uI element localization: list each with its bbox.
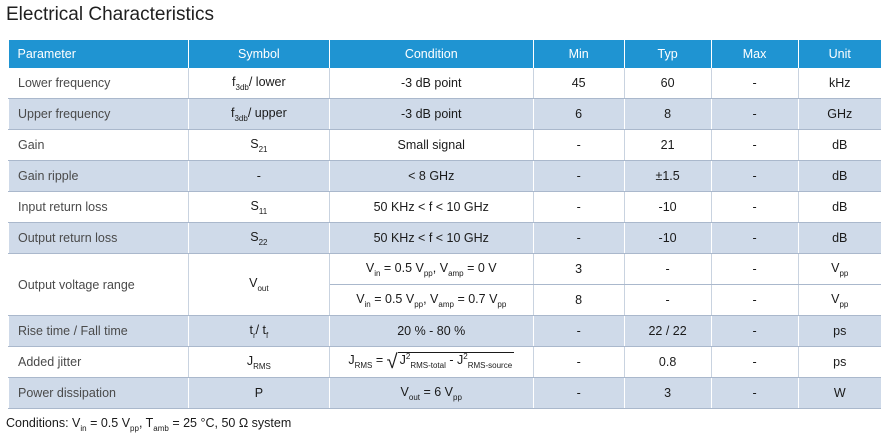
condition-cell: $V_{in} = 0.5$ $V_{pp}$, $V_{amp} = 0$ V [329, 254, 533, 285]
symbol-cell: $f_{3db}/$ lower [188, 68, 329, 99]
unit-cell: $V_{pp}$ [798, 285, 881, 316]
header-parameter: Parameter [9, 40, 189, 68]
table-row [9, 316, 882, 347]
parameter-cell: Lower frequency [9, 68, 189, 99]
symbol-cell: $V_{out}$ [188, 254, 329, 316]
min-cell: - [533, 347, 624, 378]
section-title: Electrical Characteristics [6, 4, 214, 25]
unit-cell: ps [798, 316, 881, 347]
unit-cell: GHz [798, 99, 881, 130]
typ-cell: 3 [624, 378, 711, 409]
header-symbol: Symbol [188, 40, 329, 68]
table-row [9, 161, 882, 192]
min-cell: - [533, 192, 624, 223]
symbol-cell: $J_{RMS}$ [188, 347, 329, 378]
max-cell: - [711, 130, 798, 161]
unit-cell: dB [798, 223, 881, 254]
parameter-cell: Gain ripple [9, 161, 189, 192]
min-cell: - [533, 378, 624, 409]
parameter-cell: Output voltage range [9, 254, 189, 316]
unit-cell: kHz [798, 68, 881, 99]
parameter-cell: Added jitter [9, 347, 189, 378]
condition-cell: $V_{in} = 0.5$ $V_{pp}$, $V_{amp} = 0.7$ $V_{pp}$ [329, 285, 533, 316]
table-row [9, 192, 882, 223]
min-cell: - [533, 161, 624, 192]
min-cell: 45 [533, 68, 624, 99]
condition-cell: Small signal [329, 130, 533, 161]
symbol-cell: $S_{22}$ [188, 223, 329, 254]
header-max: Max [711, 40, 798, 68]
max-cell: - [711, 347, 798, 378]
header-typ: Typ [624, 40, 711, 68]
table-header-row [9, 40, 882, 68]
table-row [9, 68, 882, 99]
typ-cell: 0.8 [624, 347, 711, 378]
min-cell: - [533, 223, 624, 254]
min-cell: 8 [533, 285, 624, 316]
typ-cell: 21 [624, 130, 711, 161]
max-cell: - [711, 68, 798, 99]
unit-cell: W [798, 378, 881, 409]
unit-cell: $V_{pp}$ [798, 254, 881, 285]
min-cell: 6 [533, 99, 624, 130]
max-cell: - [711, 161, 798, 192]
max-cell: - [711, 223, 798, 254]
table-row [9, 254, 882, 285]
condition-cell: -3 dB point [329, 68, 533, 99]
max-cell: - [711, 285, 798, 316]
typ-cell: 60 [624, 68, 711, 99]
electrical-characteristics-table [8, 40, 881, 409]
symbol-cell: $S_{11}$ [188, 192, 329, 223]
symbol-cell: $f_{3db}/$ upper [188, 99, 329, 130]
typ-cell: ±1.5 [624, 161, 711, 192]
header-unit: Unit [798, 40, 881, 68]
parameter-cell: Rise time / Fall time [9, 316, 189, 347]
min-cell: - [533, 130, 624, 161]
symbol-cell: - [188, 161, 329, 192]
parameter-cell: Upper frequency [9, 99, 189, 130]
unit-cell: dB [798, 130, 881, 161]
condition-cell: < 8 GHz [329, 161, 533, 192]
typ-cell: 8 [624, 99, 711, 130]
typ-cell: -10 [624, 223, 711, 254]
typ-cell: 22 / 22 [624, 316, 711, 347]
condition-cell: $J_{RMS}$ = √ $J^2_{RMS-total} - J^2_{RMS-source}$ [329, 347, 533, 378]
max-cell: - [711, 316, 798, 347]
typ-cell: -10 [624, 192, 711, 223]
typ-cell: - [624, 254, 711, 285]
typ-cell: - [624, 285, 711, 316]
parameter-cell: Input return loss [9, 192, 189, 223]
max-cell: - [711, 378, 798, 409]
symbol-cell: $t_r/$ $t_f$ [188, 316, 329, 347]
condition-cell: 20 % - 80 % [329, 316, 533, 347]
symbol-cell: P [188, 378, 329, 409]
unit-cell: ps [798, 347, 881, 378]
unit-cell: dB [798, 192, 881, 223]
symbol-cell: $S_{21}$ [188, 130, 329, 161]
header-min: Min [533, 40, 624, 68]
condition-cell: -3 dB point [329, 99, 533, 130]
parameter-cell: Power dissipation [9, 378, 189, 409]
max-cell: - [711, 254, 798, 285]
square-root-icon: √ [386, 351, 398, 373]
table-row [9, 378, 882, 409]
table-row [9, 347, 882, 378]
max-cell: - [711, 192, 798, 223]
min-cell: 3 [533, 254, 624, 285]
min-cell: - [533, 316, 624, 347]
conditions-footnote: Conditions: $V_{in} = 0.5$ $V_{pp}$, $T_{amb} = 25$ °C, 50 Ω system [6, 416, 292, 433]
unit-cell: dB [798, 161, 881, 192]
condition-cell: $V_{out} = 6$ $V_{pp}$ [329, 378, 533, 409]
parameter-cell: Output return loss [9, 223, 189, 254]
table-row [9, 223, 882, 254]
max-cell: - [711, 99, 798, 130]
condition-cell: 50 KHz < f < 10 GHz [329, 223, 533, 254]
header-condition: Condition [329, 40, 533, 68]
condition-cell: 50 KHz < f < 10 GHz [329, 192, 533, 223]
parameter-cell: Gain [9, 130, 189, 161]
table-row [9, 99, 882, 130]
table-row [9, 130, 882, 161]
